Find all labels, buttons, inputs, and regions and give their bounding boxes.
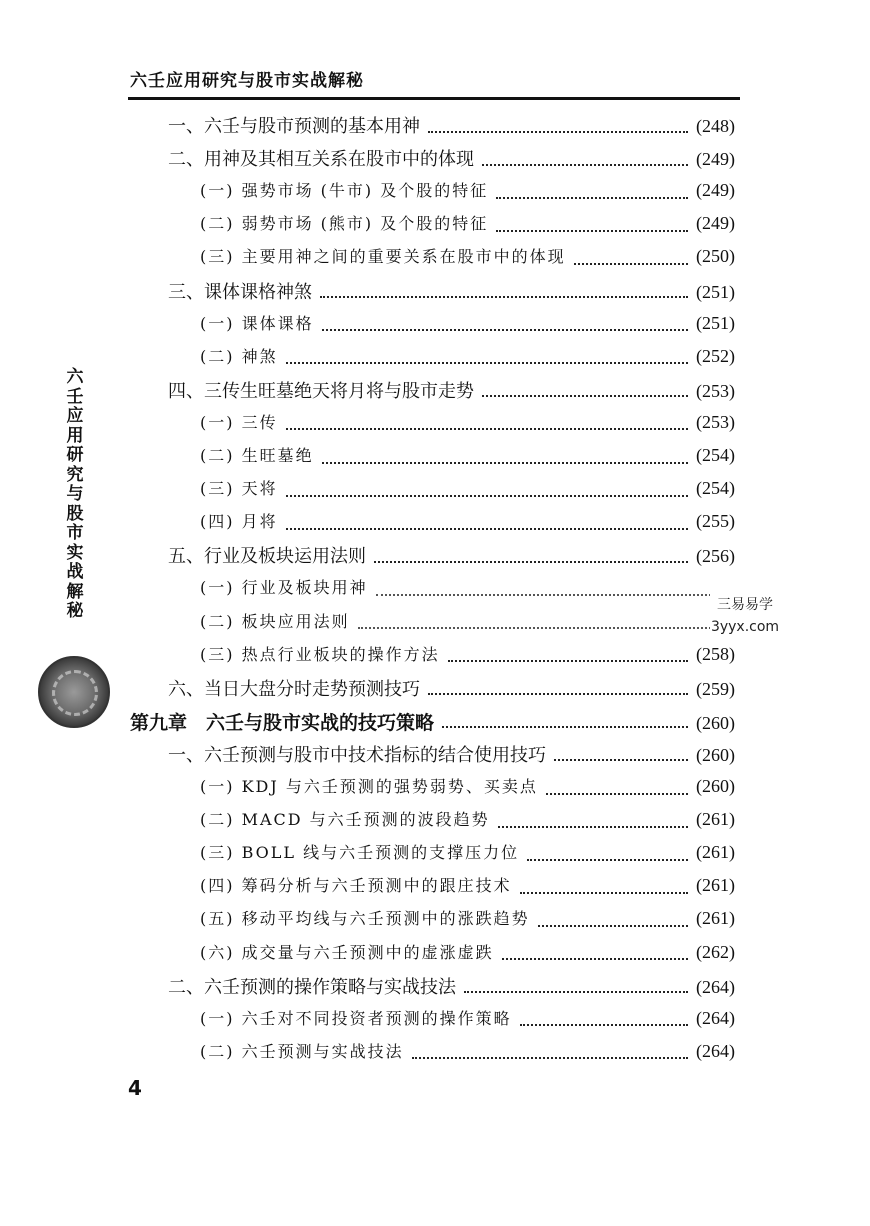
toc-entry xyxy=(200,1006,735,1038)
toc-leader-dots xyxy=(538,924,688,927)
toc-entry-title: 四、三传生旺墓绝天将月将与股市走势 xyxy=(168,380,474,402)
toc-entry-title: 三、课体课格神煞 xyxy=(168,281,312,303)
toc-chapter-entry xyxy=(130,708,735,740)
toc-leader-dots xyxy=(448,659,688,662)
side-title-char: 战 xyxy=(66,562,84,582)
side-title-char: 用 xyxy=(66,425,84,446)
toc-entry-page: (264) xyxy=(696,1040,735,1061)
toc-entry xyxy=(200,642,735,674)
toc-entry-page: (262) xyxy=(696,941,735,962)
watermark-line-1: 三易易学 xyxy=(717,597,773,613)
toc-leader-dots xyxy=(374,560,688,563)
page-header-title: 六壬应用研究与股市实战解秘 xyxy=(130,71,364,91)
toc-entry xyxy=(168,145,735,177)
toc-leader-dots xyxy=(358,626,727,629)
header-rule xyxy=(128,97,740,100)
side-title-char: 研 xyxy=(66,445,84,465)
toc-entry xyxy=(200,774,735,806)
toc-entry-page: (260) xyxy=(696,712,735,733)
toc-entry-title: (二) 神煞 xyxy=(200,346,278,366)
side-title-char: 实 xyxy=(66,542,84,563)
toc-leader-dots xyxy=(322,328,688,331)
toc-leader-dots xyxy=(546,792,688,795)
page-number: 4 xyxy=(128,1076,142,1100)
toc-entry-title: (五) 移动平均线与六壬预测中的涨跌趋势 xyxy=(200,909,530,929)
toc-entry-title: 二、六壬预测的操作策略与实战技法 xyxy=(168,976,456,998)
toc-entry-title: 一、六壬预测与股市中技术指标的结合使用技巧 xyxy=(168,744,546,766)
toc-leader-dots xyxy=(527,858,688,861)
toc-leader-dots xyxy=(286,494,688,497)
toc-entry-title: (一) 三传 xyxy=(200,412,278,432)
toc-entry-page: (253) xyxy=(696,411,735,432)
toc-leader-dots xyxy=(286,361,688,364)
toc-entry xyxy=(168,542,735,574)
toc-entry-title: (一) 强势市场 (牛市) 及个股的特征 xyxy=(200,181,489,201)
toc-entry xyxy=(168,112,735,144)
side-title-char: 股 xyxy=(66,503,84,524)
toc-entry xyxy=(200,873,735,905)
toc-leader-dots xyxy=(482,163,688,166)
toc-entry xyxy=(200,244,735,276)
toc-leader-dots xyxy=(428,692,688,695)
toc-entry xyxy=(200,211,735,243)
toc-leader-dots xyxy=(286,427,688,430)
toc-entry-page: (251) xyxy=(696,281,735,302)
toc-entry-title: (三) 热点行业板块的操作方法 xyxy=(200,644,440,664)
toc-leader-dots xyxy=(554,758,688,761)
toc-leader-dots xyxy=(496,229,688,232)
toc-entry xyxy=(200,443,735,475)
toc-leader-dots xyxy=(428,130,688,133)
toc-entry xyxy=(168,278,735,310)
toc-entry xyxy=(168,741,735,773)
toc-entry xyxy=(168,973,735,1005)
toc-entry-page: (259) xyxy=(696,678,735,699)
toc-entry xyxy=(200,906,735,938)
toc-entry-title: (一) 六壬对不同投资者预测的操作策略 xyxy=(200,1008,512,1028)
toc-entry-page: (264) xyxy=(696,1007,735,1028)
toc-entry xyxy=(200,311,735,343)
toc-entry-page: (249) xyxy=(696,149,735,170)
toc-entry xyxy=(200,178,735,210)
side-title-char: 究 xyxy=(66,464,84,485)
toc-entry xyxy=(168,377,735,409)
toc-entry-page: (260) xyxy=(696,744,735,765)
toc-entry-title: (一) 行业及板块用神 xyxy=(200,578,368,598)
toc-entry-page: (251) xyxy=(696,312,735,333)
toc-entry-title: (四) 月将 xyxy=(200,512,278,532)
toc-entry-page: (258) xyxy=(696,643,735,664)
toc-entry-page: (249) xyxy=(696,213,735,234)
toc-leader-dots xyxy=(412,1056,688,1059)
toc-leader-dots xyxy=(520,1023,688,1026)
toc-entry xyxy=(168,675,735,707)
toc-entry-page: (253) xyxy=(696,380,735,401)
toc-entry xyxy=(200,509,735,541)
toc-entry-page: (255) xyxy=(696,511,735,532)
toc-entry-page: (254) xyxy=(696,445,735,465)
toc-entry-page: (249) xyxy=(696,180,735,201)
toc-entry-title: (六) 成交量与六壬预测中的虚涨虚跌 xyxy=(200,942,494,962)
toc-entry-page: (264) xyxy=(696,976,735,997)
toc-entry-title: (一) 课体课格 xyxy=(200,313,314,333)
toc-entry-title: 二、用神及其相互关系在股市中的体现 xyxy=(168,149,474,171)
toc-entry-title: 一、六壬与股市预测的基本用神 xyxy=(168,116,420,137)
toc-entry xyxy=(200,410,735,442)
toc-entry-title: (二) 弱势市场 (熊市) 及个股的特征 xyxy=(200,214,489,234)
toc-leader-dots xyxy=(574,262,688,265)
toc-entry xyxy=(200,940,735,972)
side-title-char: 六 xyxy=(66,367,84,387)
toc-entry-title: (三) 天将 xyxy=(200,479,278,499)
toc-entry-page: (252) xyxy=(696,345,735,366)
side-title-char: 秘 xyxy=(66,601,84,621)
toc-entry-page: (254) xyxy=(696,478,735,499)
toc-entry-page: (261) xyxy=(696,842,735,863)
toc-entry xyxy=(200,609,735,641)
toc-leader-dots xyxy=(496,196,688,199)
toc-entry-title: (三) BOLL 线与六壬预测的支撑压力位 xyxy=(200,843,520,863)
toc-entry xyxy=(200,1039,735,1071)
decorative-seal-icon xyxy=(38,656,110,728)
toc-entry-title: 五、行业及板块运用法则 xyxy=(168,546,366,568)
toc-entry xyxy=(200,344,735,376)
toc-leader-dots xyxy=(286,527,688,530)
toc-leader-dots xyxy=(442,725,688,728)
toc-entry xyxy=(200,575,735,607)
side-title-char: 应 xyxy=(66,406,84,426)
toc-entry-title: (三) 主要用神之间的重要关系在股市中的体现 xyxy=(200,247,566,267)
toc-entry xyxy=(200,840,735,872)
toc-leader-dots xyxy=(520,891,688,894)
toc-entry-page: (248) xyxy=(696,116,735,136)
toc-entry-page: (256) xyxy=(696,546,735,567)
toc-entry-title: 六、当日大盘分时走势预测技巧 xyxy=(168,678,420,700)
toc-entry-page: (261) xyxy=(696,809,735,830)
watermark xyxy=(710,594,780,638)
toc-leader-dots xyxy=(498,825,688,828)
toc-leader-dots xyxy=(376,593,727,596)
toc-entry-title: (四) 筹码分析与六壬预测中的跟庄技术 xyxy=(200,876,512,896)
toc-leader-dots xyxy=(482,394,688,397)
toc-entry-page: (261) xyxy=(696,908,735,929)
side-title-char: 市 xyxy=(66,523,84,543)
side-vertical-title xyxy=(62,368,88,622)
side-title-char: 解 xyxy=(66,581,84,602)
toc-entry xyxy=(200,476,735,508)
toc-entry-title: (二) MACD 与六壬预测的波段趋势 xyxy=(200,810,490,830)
toc-entry-title: 第九章 六壬与股市实战的技巧策略 xyxy=(130,711,435,734)
toc-entry-title: (二) 生旺墓绝 xyxy=(200,446,314,465)
toc-entry-title: (一) KDJ 与六壬预测的强势弱势、买卖点 xyxy=(200,777,538,796)
toc-leader-dots xyxy=(464,990,688,993)
toc-leader-dots xyxy=(320,295,688,298)
toc-entry-page: (260) xyxy=(696,776,735,796)
toc-leader-dots xyxy=(502,957,688,960)
side-title-char: 与 xyxy=(66,484,84,504)
toc-entry-page: (250) xyxy=(696,246,735,267)
watermark-line-2: 3yyx.com xyxy=(710,619,780,635)
toc-entry-title: (二) 板块应用法则 xyxy=(200,611,350,631)
toc-entry-page: (261) xyxy=(696,875,735,896)
toc-leader-dots xyxy=(322,461,688,464)
toc-entry-title: (二) 六壬预测与实战技法 xyxy=(200,1041,404,1061)
toc-entry xyxy=(200,807,735,839)
side-title-char: 壬 xyxy=(66,386,84,407)
